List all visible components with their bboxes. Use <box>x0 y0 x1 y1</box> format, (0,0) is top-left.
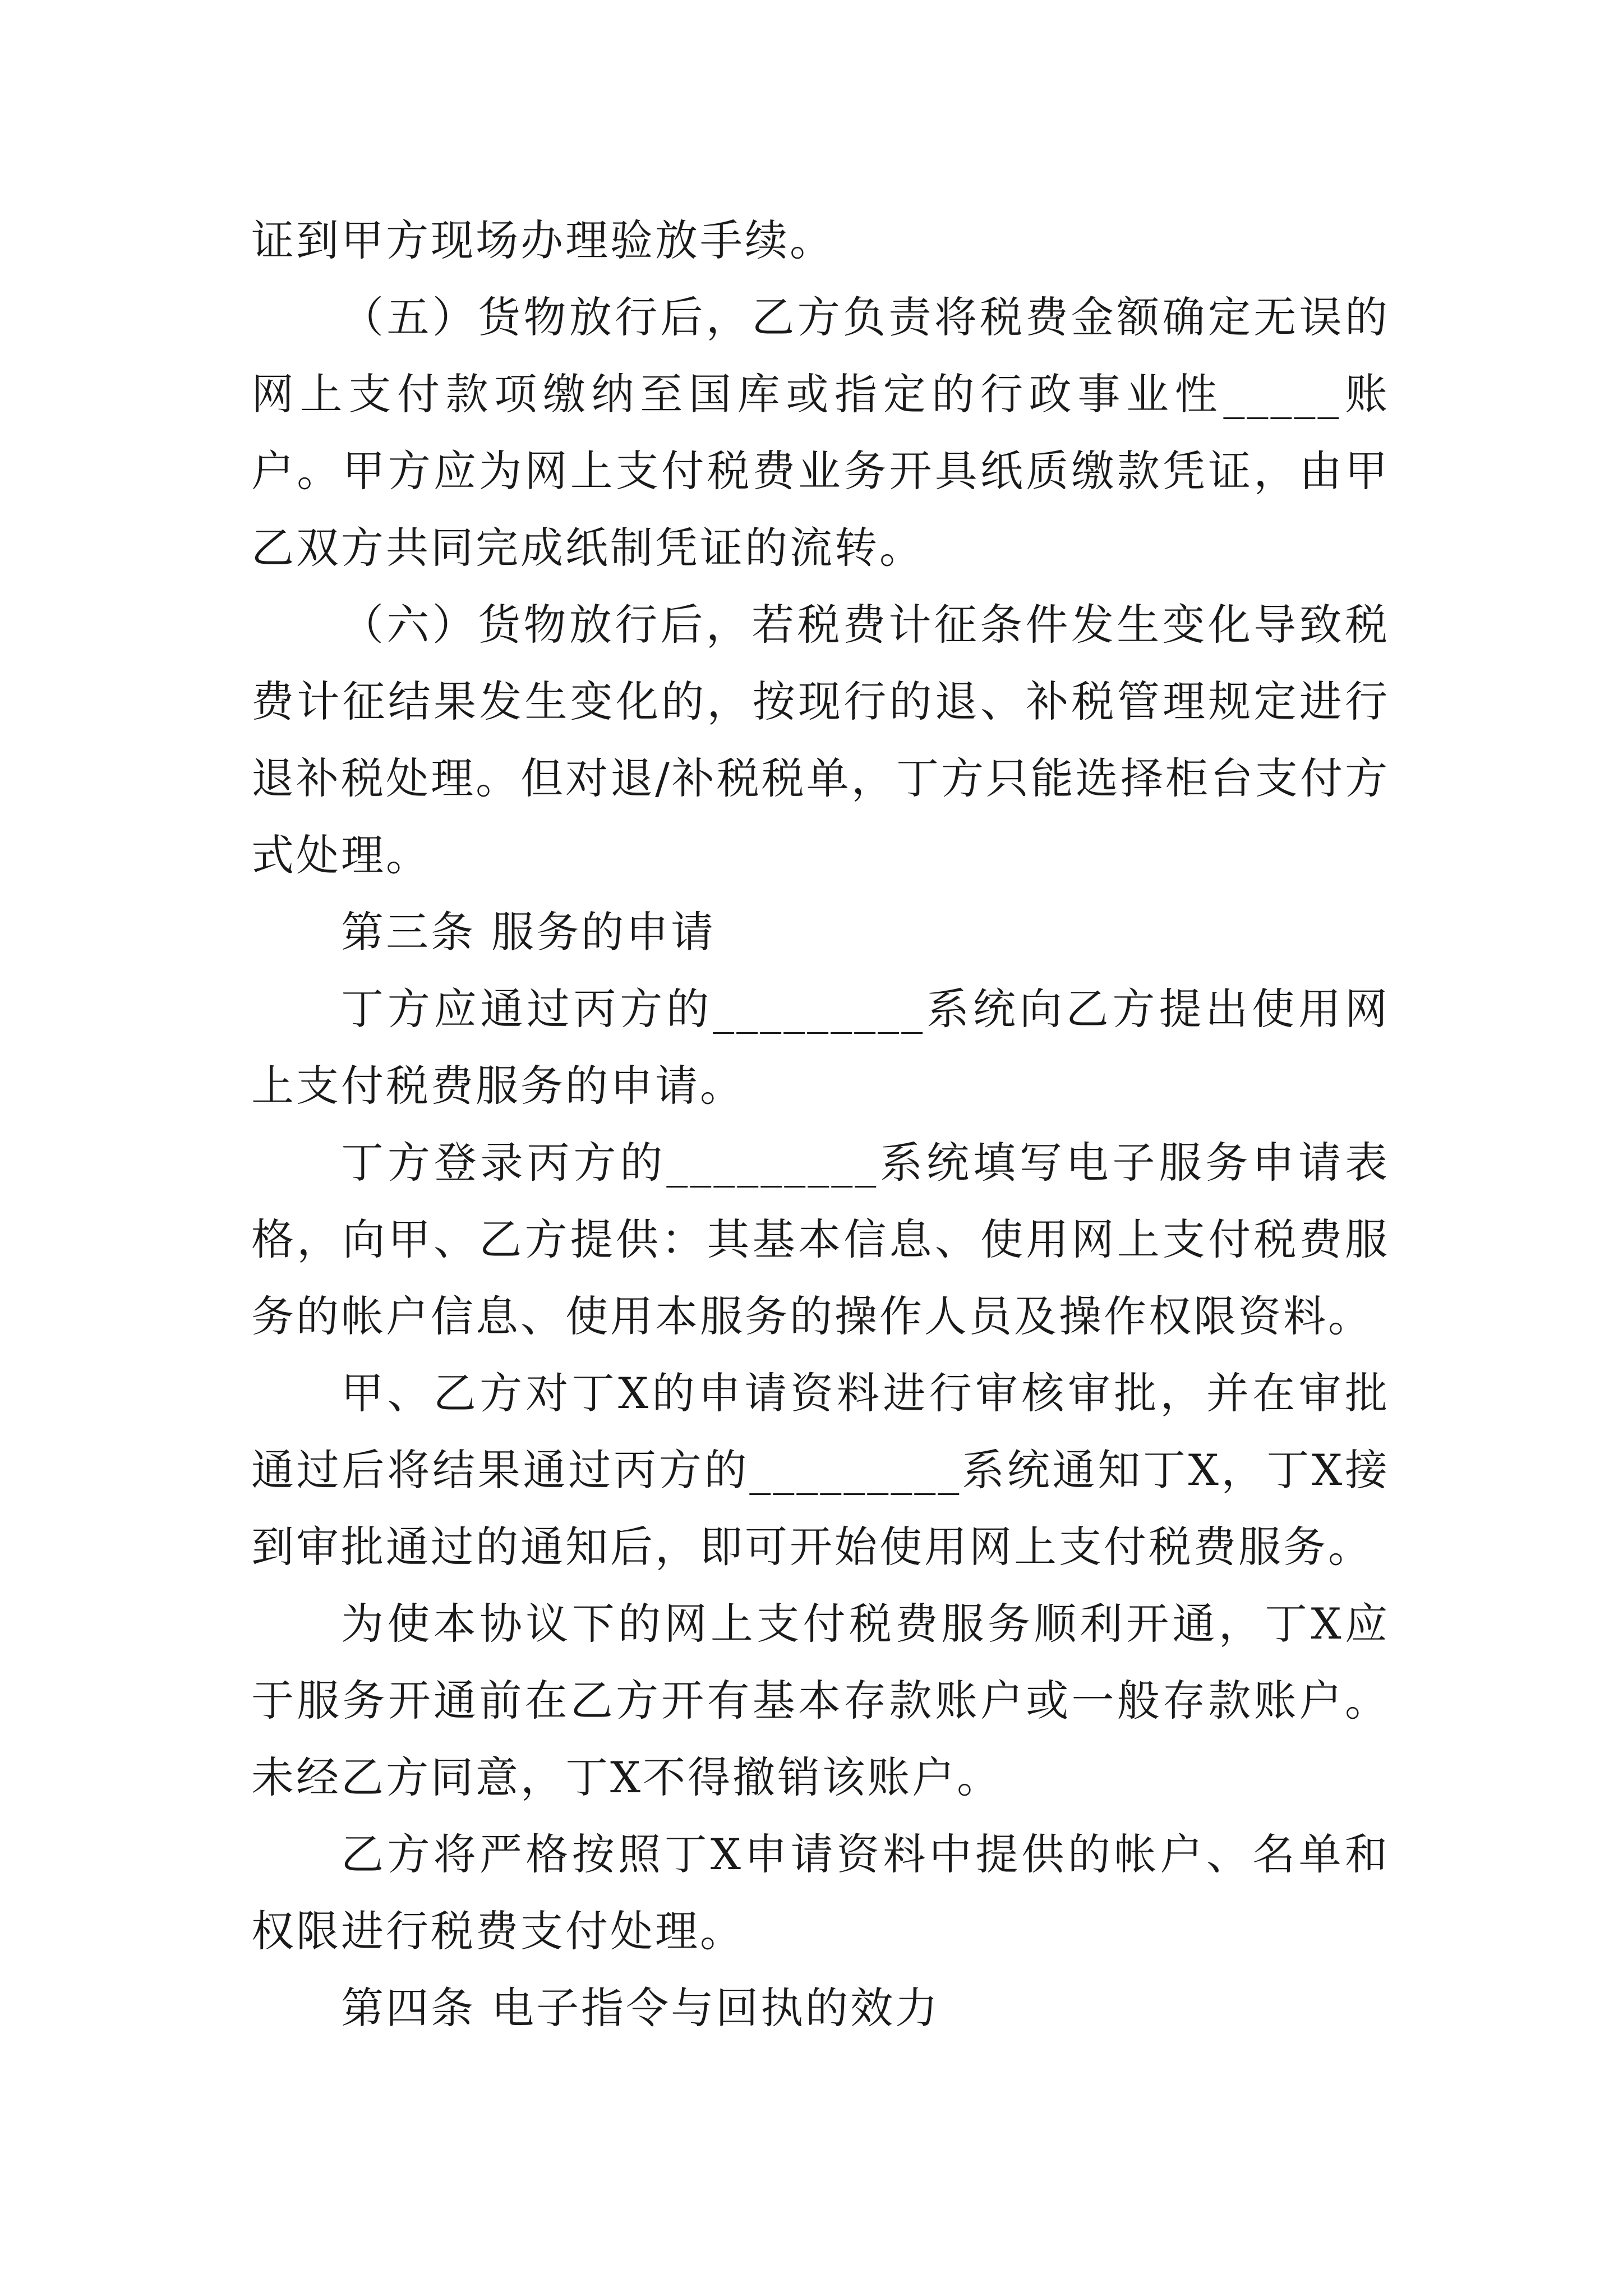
document-body <box>251 202 1390 2046</box>
paragraph-3: （六）货物放行后，若税费计征条件发生变化导致税费计征结果发生变化的，按现行的退、补税管理规定进行退补税处理。但对退/补税税单，丁方只能选择柜台支付方式处理。 <box>251 600 1390 880</box>
paragraph-2: （五）货物放行后，乙方负责将税费金额确定无误的网上支付款项缴纳至国库或指定的行政事业性_____账户。甲方应为网上支付税费业务开具纸质缴款凭证，由甲乙双方共同完成纸制凭证的流转。 <box>251 292 1390 573</box>
section-heading-4: 第四条 电子指令与回执的效力 <box>341 1983 940 2033</box>
paragraph-4: 丁方应通过丙方的_________系统向乙方提出使用网上支付税费服务的申请。 <box>251 984 1390 1111</box>
paragraph-5: 丁方登录丙方的_________系统填写电子服务申请表格，向甲、乙方提供：其基本信息、使用网上支付税费服务的帐户信息、使用本服务的操作人员及操作权限资料。 <box>251 1138 1390 1341</box>
section-heading-3: 第三条 服务的申请 <box>341 907 716 957</box>
paragraph-1: 证到甲方现场办理验放手续。 <box>251 215 834 265</box>
paragraph-7: 为使本协议下的网上支付税费服务顺利开通，丁X应于服务开通前在乙方开有基本存款账户或一般存款账户。未经乙方同意，丁X不得撤销该账户。 <box>251 1599 1390 1802</box>
paragraph-8: 乙方将严格按照丁X申请资料中提供的帐户、名单和权限进行税费支付处理。 <box>251 1829 1390 1956</box>
paragraph-6: 甲、乙方对丁X的申请资料进行审核审批，并在审批通过后将结果通过丙方的_________系统通知丁X，丁X接到审批通过的通知后，即可开始使用网上支付税费服务。 <box>251 1368 1390 1572</box>
